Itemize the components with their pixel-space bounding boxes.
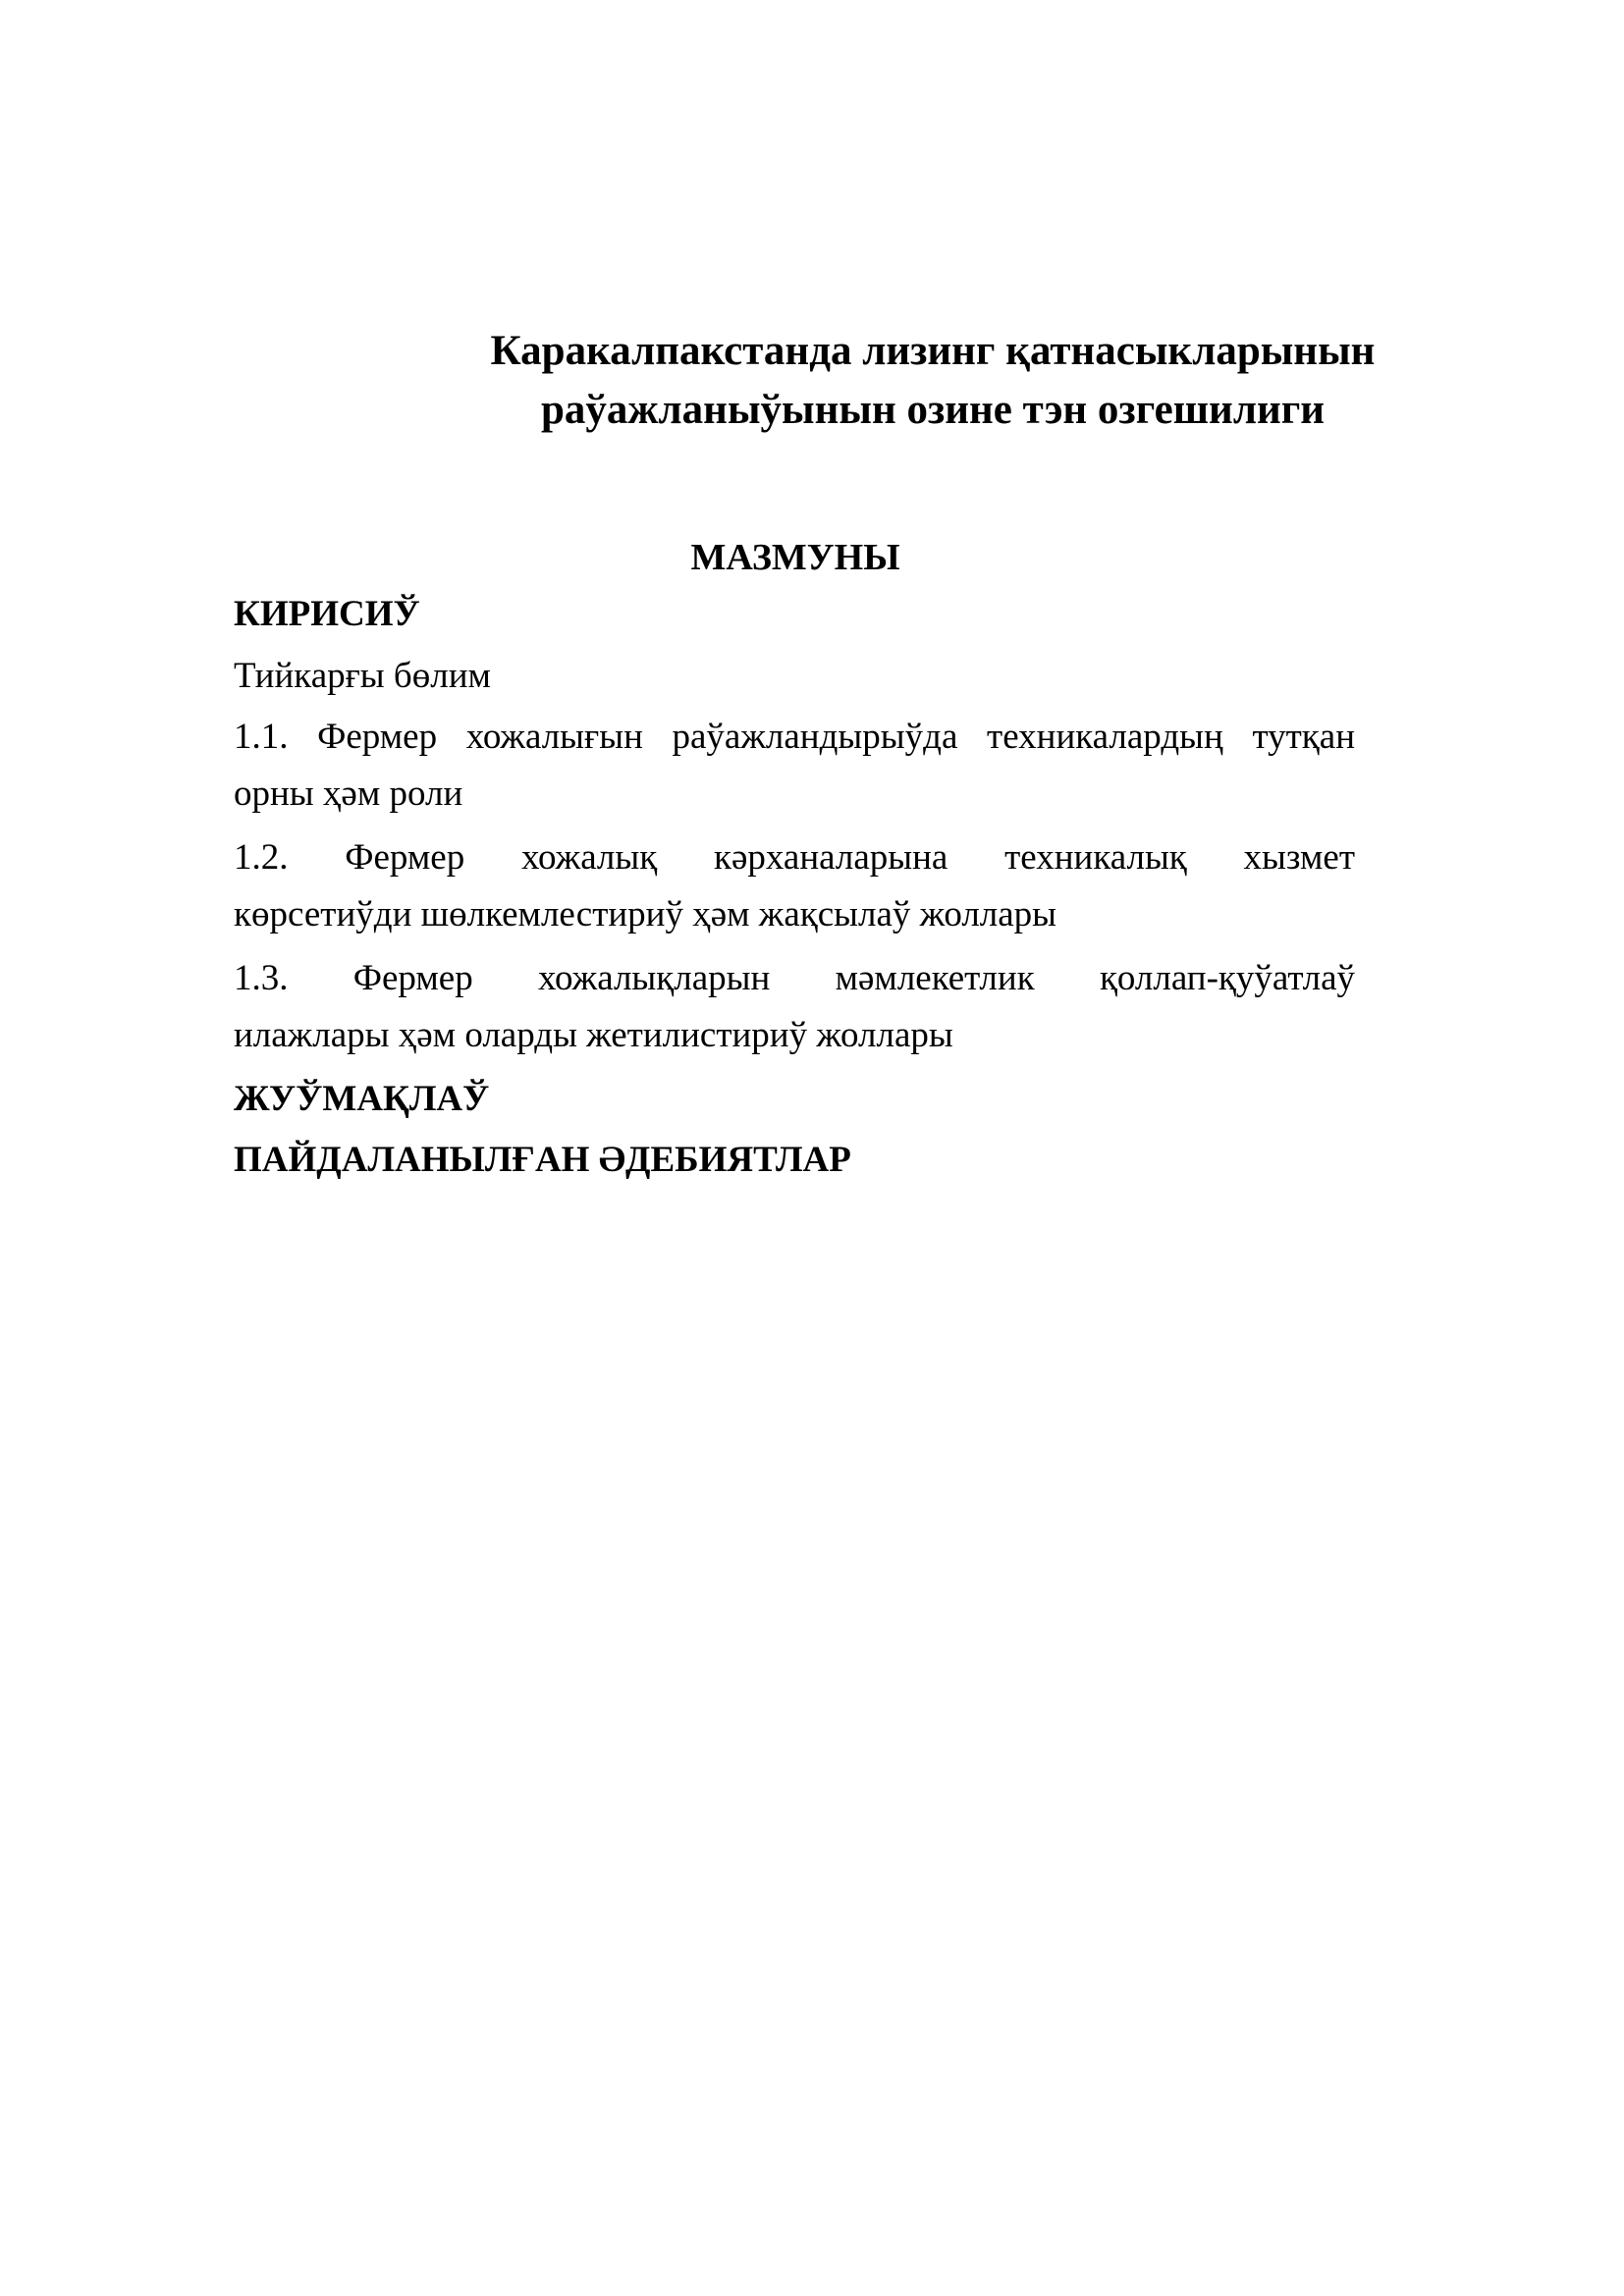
toc-entry-conclusion: ЖУЎМАҚЛАЎ (234, 1079, 490, 1119)
toc-entry-1-1-line-1: 1.1. Фермер хожалығын раўажландырыўда техникалардың тутқан (234, 717, 1355, 757)
toc-entry-1-2-line-2: көрсетиўди шөлкемлестириў ҳәм жақсылаў жоллары (234, 894, 1057, 934)
title-line-2: раўажланыўынын озине тэн озгешилиги (540, 387, 1326, 433)
toc-entry-1-3-line-2: илажлары ҳәм оларды жетилистириў жоллары (234, 1015, 953, 1055)
contents-heading: МАЗМУНЫ (690, 537, 900, 578)
toc-entry-1-2-line-1: 1.2. Фермер хожалық кәрханаларына техникалық хызмет (234, 837, 1355, 878)
toc-entry-1-1-line-2: орны ҳәм роли (234, 774, 463, 814)
toc-entry-1-1 (234, 709, 1355, 823)
toc-entry-main-part (234, 648, 1355, 705)
toc-entry-1-3-line-1: 1.3. Фермер хожалықларын мәмлекетлик қоллап-қуўатлаў (234, 958, 1355, 998)
title-line-1: Каракалпакстанда лизинг қатнасыкларынын (490, 328, 1376, 374)
toc-entry-references: ПАЙДАЛАНЫЛҒАН ӘДЕБИЯТЛАР (234, 1140, 851, 1180)
toc-entry-main-part-label: Тийкарғы бөлим (234, 656, 491, 696)
toc-entry-1-2 (234, 829, 1355, 943)
toc-entry-intro: КИРИСИЎ (234, 594, 420, 634)
document-title (295, 322, 1571, 440)
toc-entry-1-3 (234, 950, 1355, 1064)
